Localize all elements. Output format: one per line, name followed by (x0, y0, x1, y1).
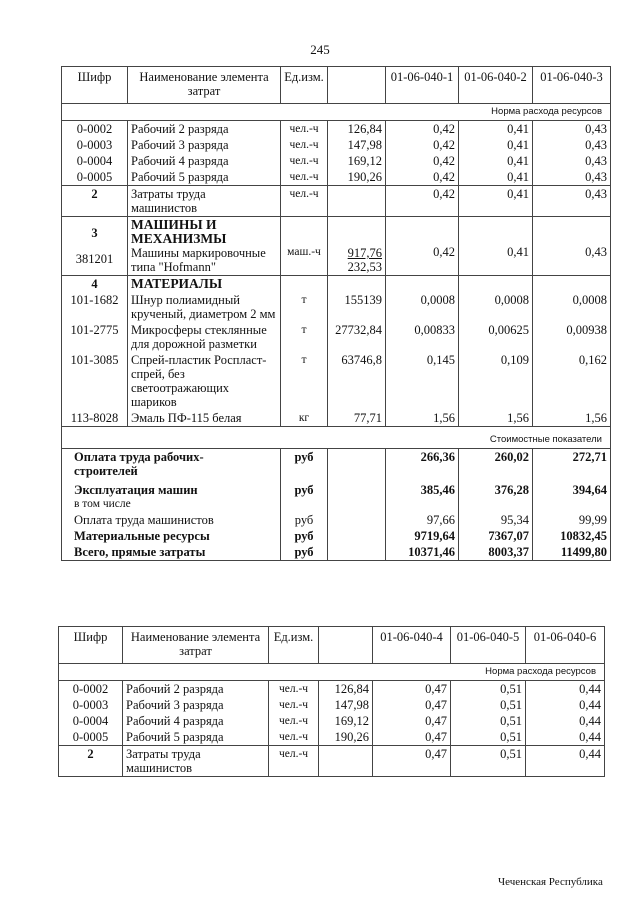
row-unit: маш.-ч (281, 217, 328, 276)
row-price: 27732,84 (328, 322, 386, 352)
row-code: 2 (59, 746, 123, 777)
row-price: 190,26 (328, 169, 386, 186)
row-code: 101-1682 (62, 292, 128, 322)
cost-val-1: 266,36 (386, 449, 459, 480)
table-row (62, 169, 611, 186)
empty-cell (328, 276, 386, 293)
row-val-3: 0,43 (533, 217, 611, 276)
empty-cell (459, 276, 533, 293)
row-name: Микросферы стеклянные для дорожной разметки (128, 322, 281, 352)
row-val-3: 1,56 (533, 410, 611, 427)
row-name: Рабочий 2 разряда (128, 121, 281, 138)
cost-row (62, 479, 611, 512)
cost-val-3: 394,64 (533, 479, 611, 512)
row-unit: т (281, 352, 328, 410)
table-row (62, 153, 611, 169)
empty-cell (386, 276, 459, 293)
row-code: 2 (62, 186, 128, 217)
resource-table-1 (61, 66, 611, 561)
cost-row-total (62, 544, 611, 561)
page-number: 245 (310, 42, 330, 57)
empty-cell (533, 276, 611, 293)
cost-label: Стоимостные показатели (62, 427, 611, 449)
cost-name: Эксплуатация машин в том числе (62, 479, 281, 512)
row-val-1: 0,0008 (386, 292, 459, 322)
cost-unit: руб (281, 479, 328, 512)
header-unit: Ед.изм. (269, 627, 319, 664)
cost-val-2: 95,34 (459, 512, 533, 528)
cost-row (62, 512, 611, 528)
row-price: 126,84 (319, 681, 373, 698)
row-name: Рабочий 4 разряда (123, 713, 269, 729)
row-val-3: 0,43 (533, 121, 611, 138)
row-unit: чел.-ч (269, 681, 319, 698)
header-col-3: 01-06-040-3 (533, 67, 611, 104)
table-row (62, 121, 611, 138)
table-row (62, 410, 611, 427)
row-price: 190,26 (319, 729, 373, 746)
row-code: 101-3085 (62, 352, 128, 410)
cost-unit: руб (281, 528, 328, 544)
row-val-3: 0,43 (533, 137, 611, 153)
row-val-2: 0,0008 (459, 292, 533, 322)
header-name: Наименование элемента затрат (128, 67, 281, 104)
row-name: Затраты труда машинистов (128, 186, 281, 217)
row-val-2: 0,51 (451, 697, 526, 713)
row-name: Рабочий 5 разряда (128, 169, 281, 186)
row-val-2: 0,51 (451, 729, 526, 746)
cost-val-2: 260,02 (459, 449, 533, 480)
row-val-3: 0,44 (526, 681, 605, 698)
header-name: Наименование элемента затрат (123, 627, 269, 664)
section-title: МАШИНЫ И МЕХАНИЗМЫ (131, 217, 227, 246)
row-val-1: 0,42 (386, 169, 459, 186)
row-val-3: 0,44 (526, 713, 605, 729)
cost-name: Материальные ресурсы (62, 528, 281, 544)
norm-label-row (62, 104, 611, 121)
row-code: 3 381201 (62, 217, 128, 276)
machines-section-row (62, 217, 611, 276)
page-footer: Чеченская Республика (498, 876, 603, 888)
cost-name: Всего, прямые затраты (62, 544, 281, 561)
empty-cell (328, 449, 386, 480)
row-val-2: 0,41 (459, 137, 533, 153)
row-name: Затраты труда машинистов (123, 746, 269, 777)
row-name: Рабочий 5 разряда (123, 729, 269, 746)
cost-unit: руб (281, 544, 328, 561)
row-val-1: 0,42 (386, 137, 459, 153)
row-val-3: 0,162 (533, 352, 611, 410)
section-title: МАТЕРИАЛЫ (128, 276, 281, 293)
row-val-1: 1,56 (386, 410, 459, 427)
row-val-2: 0,41 (459, 186, 533, 217)
row-val-1: 0,47 (373, 697, 451, 713)
resource-table-2 (58, 626, 605, 777)
empty-cell (328, 512, 386, 528)
cost-row (62, 449, 611, 480)
row-val-2: 0,51 (451, 713, 526, 729)
row-price: 63746,8 (328, 352, 386, 410)
table-row (59, 681, 605, 698)
row-val-3: 0,43 (533, 153, 611, 169)
header-price (319, 627, 373, 664)
row-val-2: 0,41 (459, 217, 533, 276)
row-val-2: 0,41 (459, 153, 533, 169)
row-val-1: 0,42 (386, 217, 459, 276)
row-code: 0-0003 (59, 697, 123, 713)
table-row (62, 352, 611, 410)
header-price (328, 67, 386, 104)
header-code: Шифр (59, 627, 123, 664)
cost-val-2: 8003,37 (459, 544, 533, 561)
row-val-1: 0,145 (386, 352, 459, 410)
row-val-3: 0,43 (533, 169, 611, 186)
cost-val-2: 376,28 (459, 479, 533, 512)
cost-val-3: 99,99 (533, 512, 611, 528)
row-unit: т (281, 322, 328, 352)
table-row (59, 713, 605, 729)
row-val-1: 0,42 (386, 121, 459, 138)
cost-val-3: 10832,45 (533, 528, 611, 544)
empty-cell (328, 528, 386, 544)
header-col-1: 01-06-040-1 (386, 67, 459, 104)
row-code: 0-0004 (62, 153, 128, 169)
row-price: 126,84 (328, 121, 386, 138)
cost-val-2: 7367,07 (459, 528, 533, 544)
row-unit: кг (281, 410, 328, 427)
header-col-2: 01-06-040-2 (459, 67, 533, 104)
row-name: Рабочий 3 разряда (123, 697, 269, 713)
row-code: 0-0005 (59, 729, 123, 746)
row-price: 169,12 (319, 713, 373, 729)
row-val-3: 0,00938 (533, 322, 611, 352)
row-name: Спрей-пластик Роспласт-спрей, без светоотражающих шариков (128, 352, 281, 410)
norm-label: Норма расхода ресурсов (62, 104, 611, 121)
row-unit: чел.-ч (281, 186, 328, 217)
row-price (328, 186, 386, 217)
row-name: Рабочий 2 разряда (123, 681, 269, 698)
norm-label: Норма расхода ресурсов (59, 664, 605, 681)
row-unit: чел.-ч (281, 153, 328, 169)
row-val-3: 0,0008 (533, 292, 611, 322)
table-row (59, 697, 605, 713)
row-val-2: 1,56 (459, 410, 533, 427)
row-code: 0-0003 (62, 137, 128, 153)
row-code: 101-2775 (62, 322, 128, 352)
row-val-1: 0,47 (373, 713, 451, 729)
header-col-4: 01-06-040-4 (373, 627, 451, 664)
row-price: 169,12 (328, 153, 386, 169)
cost-val-1: 10371,46 (386, 544, 459, 561)
table-row (62, 322, 611, 352)
norm-label-row (59, 664, 605, 681)
row-code: 4 (62, 276, 128, 293)
cost-val-1: 9719,64 (386, 528, 459, 544)
table-row-operators (62, 186, 611, 217)
row-unit: чел.-ч (281, 121, 328, 138)
row-val-2: 0,109 (459, 352, 533, 410)
row-code: 0-0004 (59, 713, 123, 729)
row-val-2: 0,51 (451, 681, 526, 698)
row-val-2: 0,51 (451, 746, 526, 777)
row-name: Шнур полиамидный крученый, диаметром 2 мм (128, 292, 281, 322)
row-unit: чел.-ч (269, 713, 319, 729)
row-price: 147,98 (319, 697, 373, 713)
table-header-row (59, 627, 605, 664)
header-unit: Ед.изм. (281, 67, 328, 104)
row-val-3: 0,44 (526, 746, 605, 777)
row-price: 147,98 (328, 137, 386, 153)
row-price: 77,71 (328, 410, 386, 427)
row-code: 0-0002 (62, 121, 128, 138)
cost-unit: руб (281, 512, 328, 528)
cost-row (62, 528, 611, 544)
cost-val-3: 11499,80 (533, 544, 611, 561)
table-row (62, 137, 611, 153)
table-row-operators (59, 746, 605, 777)
row-price: 917,76 232,53 (328, 217, 386, 276)
row-name: МАШИНЫ И МЕХАНИЗМЫ Машины маркировочные типа "Hofmann" (128, 217, 281, 276)
empty-cell (328, 479, 386, 512)
row-val-3: 0,44 (526, 729, 605, 746)
row-unit: т (281, 292, 328, 322)
empty-cell (328, 544, 386, 561)
row-name: Эмаль ПФ-115 белая (128, 410, 281, 427)
cost-label-row (62, 427, 611, 449)
row-price: 155139 (328, 292, 386, 322)
row-unit: чел.-ч (281, 137, 328, 153)
row-val-2: 0,41 (459, 121, 533, 138)
row-val-1: 0,47 (373, 729, 451, 746)
row-val-2: 0,41 (459, 169, 533, 186)
row-code: 0-0005 (62, 169, 128, 186)
table-row (62, 292, 611, 322)
row-val-1: 0,42 (386, 186, 459, 217)
row-name: Рабочий 3 разряда (128, 137, 281, 153)
cost-val-3: 272,71 (533, 449, 611, 480)
row-val-1: 0,00833 (386, 322, 459, 352)
row-code: 113-8028 (62, 410, 128, 427)
row-price (319, 746, 373, 777)
row-val-1: 0,42 (386, 153, 459, 169)
header-col-5: 01-06-040-5 (451, 627, 526, 664)
table-header-row (62, 67, 611, 104)
row-unit: чел.-ч (269, 746, 319, 777)
cost-name: Оплата труда рабочих-строителей (62, 449, 281, 480)
row-unit: чел.-ч (281, 169, 328, 186)
row-unit: чел.-ч (269, 697, 319, 713)
row-val-1: 0,47 (373, 681, 451, 698)
cost-name: Оплата труда машинистов (62, 512, 281, 528)
row-val-1: 0,47 (373, 746, 451, 777)
row-val-2: 0,00625 (459, 322, 533, 352)
cost-val-1: 385,46 (386, 479, 459, 512)
row-unit: чел.-ч (269, 729, 319, 746)
row-val-3: 0,43 (533, 186, 611, 217)
empty-cell (281, 276, 328, 293)
row-val-3: 0,44 (526, 697, 605, 713)
header-col-6: 01-06-040-6 (526, 627, 605, 664)
table-row (59, 729, 605, 746)
materials-section-row (62, 276, 611, 293)
row-name: Рабочий 4 разряда (128, 153, 281, 169)
cost-unit: руб (281, 449, 328, 480)
row-code: 0-0002 (59, 681, 123, 698)
cost-val-1: 97,66 (386, 512, 459, 528)
header-code: Шифр (62, 67, 128, 104)
